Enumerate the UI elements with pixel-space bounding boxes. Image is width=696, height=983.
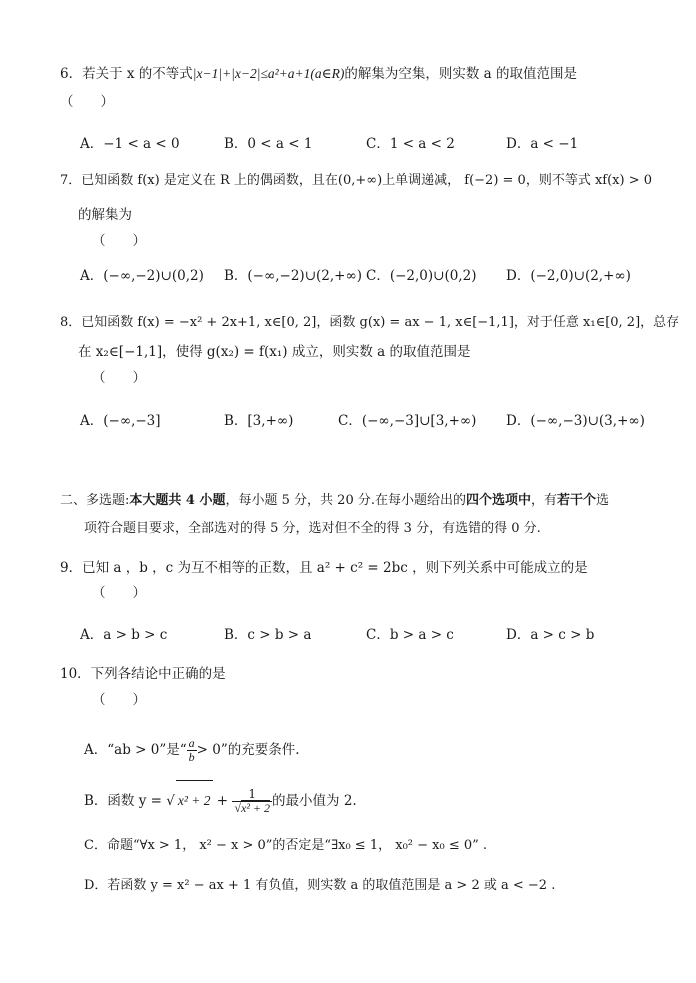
q10-option-b-radicand: x² + 2 [176, 780, 213, 821]
q9-answer-paren: （ ） [92, 585, 146, 601]
q7-stem-line2: 的解集为 [78, 207, 132, 223]
q10-option-b-denominator-radicand: x² + 2 [241, 801, 271, 815]
section2-end1: 选 [596, 493, 610, 508]
q9-stem: 9．已知 a ，b ，c 为互不相等的正数，且 a² + c² = 2bc ，则下列关系中可能成立的是 [60, 560, 588, 576]
q9-option-c[interactable]: C．b > a > c [366, 627, 454, 643]
q10-option-b-plus: + [212, 793, 233, 809]
q7-stem-line1: 7．已知函数 f(x) 是定义在 R 上的偶函数，且在(0,+∞)上单调递减， f(−2) = 0，则不等式 xf(x) > 0 [60, 173, 653, 188]
q10-option-c[interactable]: C．命题“∀x > 1， x² − x > 0”的否定是“∃x₀ ≤ 1， x₀² − x₀ ≤ 0” . [84, 838, 488, 853]
q6-option-b[interactable]: B．0 < a < 1 [224, 136, 313, 152]
q8-option-c[interactable]: C．(−∞,−3]∪[3,+∞) [338, 413, 477, 429]
q8-stem-line1: 8．已知函数 f(x) = −x² + 2x+1, x∈[0, 2]，函数 g(x) = ax − 1, x∈[−1,1]，对于任意 x₁∈[0, 2]，总存 [60, 315, 680, 330]
q8-answer-paren: （ ） [92, 370, 146, 386]
q10-stem: 10．下列各结论中正确的是 [60, 666, 226, 682]
q10-option-a-denominator: b [188, 750, 195, 764]
q6-option-d[interactable]: D．a < −1 [506, 136, 579, 152]
section2-label: 二、多选题: [60, 493, 130, 508]
q9-option-d[interactable]: D．a > c > b [506, 627, 595, 643]
q7-option-a[interactable]: A．(−∞,−2)∪(0,2) [80, 268, 204, 284]
section2-heading-line1 [60, 491, 609, 511]
section2-bold-several: 若干个 [557, 493, 597, 508]
q7-option-c[interactable]: C．(−2,0)∪(0,2) [366, 268, 477, 284]
q6-option-a[interactable]: A．−1 < a < 0 [80, 136, 180, 152]
q10-option-a-pre: A．“ab > 0”是“ [84, 742, 187, 758]
q10-option-a-numerator: a [188, 736, 195, 750]
q7-option-b[interactable]: B．(−∞,−2)∪(2,+∞) [224, 268, 362, 284]
q10-option-a-post: > 0”的充要条件. [196, 742, 300, 758]
q8-option-b[interactable]: B．[3,+∞) [224, 413, 294, 429]
sqrt-icon: √ [166, 793, 175, 809]
q10-option-a[interactable] [84, 730, 300, 770]
section2-heading-line2: 项符合题目要求，全部选对的得 5 分，选对但不全的得 3 分，有选错的得 0 分. [84, 521, 541, 536]
q10-option-b-numerator: 1 [232, 788, 272, 802]
q10-option-d[interactable]: D．若函数 y = x² − ax + 1 有负值，则实数 a 的取值范围是 a > 2 或 a < −2 . [84, 878, 556, 893]
q6-answer-paren: （ ） [60, 94, 114, 110]
q6-text-1: 6．若关于 x 的不等式 [60, 66, 193, 82]
section2-mid2: ，有 [531, 493, 558, 508]
q8-option-d[interactable]: D．(−∞,−3)∪(3,+∞) [506, 413, 645, 429]
q6-inequality: |x−1|+|x−2|≤a²+a+1(a∈R) [192, 66, 345, 81]
q10-option-b-denominator: √x² + 2 [234, 801, 271, 815]
q8-stem-line2: 在 x₂∈[−1,1]，使得 g(x₂) = f(x₁) 成立，则实数 a 的取值范围是 [78, 344, 471, 360]
q9-option-a[interactable]: A．a > b > c [80, 627, 168, 643]
q9-option-b[interactable]: B．c > b > a [224, 627, 312, 643]
q10-option-b-pre: B．函数 y = [84, 793, 167, 809]
section2-mid1: ，每小题 5 分，共 20 分.在每小题给出的 [225, 493, 466, 508]
q10-option-b-post: 的最小值为 2. [272, 793, 357, 809]
section2-bold-four-options: 四个选项中 [465, 493, 531, 508]
q7-answer-paren: （ ） [92, 233, 146, 249]
q6-option-c[interactable]: C．1 < a < 2 [366, 136, 455, 152]
q6-stem [60, 64, 577, 84]
q10-option-a-fraction [187, 737, 197, 764]
q10-answer-paren: （ ） [92, 692, 146, 708]
q8-option-a[interactable]: A．(−∞,−3] [80, 413, 161, 429]
q10-option-b-fraction [232, 788, 272, 815]
section2-bold-count: 本大题共 4 小题 [129, 493, 226, 508]
q10-option-b[interactable] [84, 780, 357, 821]
q7-option-d[interactable]: D．(−2,0)∪(2,+∞) [506, 268, 631, 284]
q6-text-2: 的解集为空集，则实数 a 的取值范围是 [344, 66, 578, 82]
